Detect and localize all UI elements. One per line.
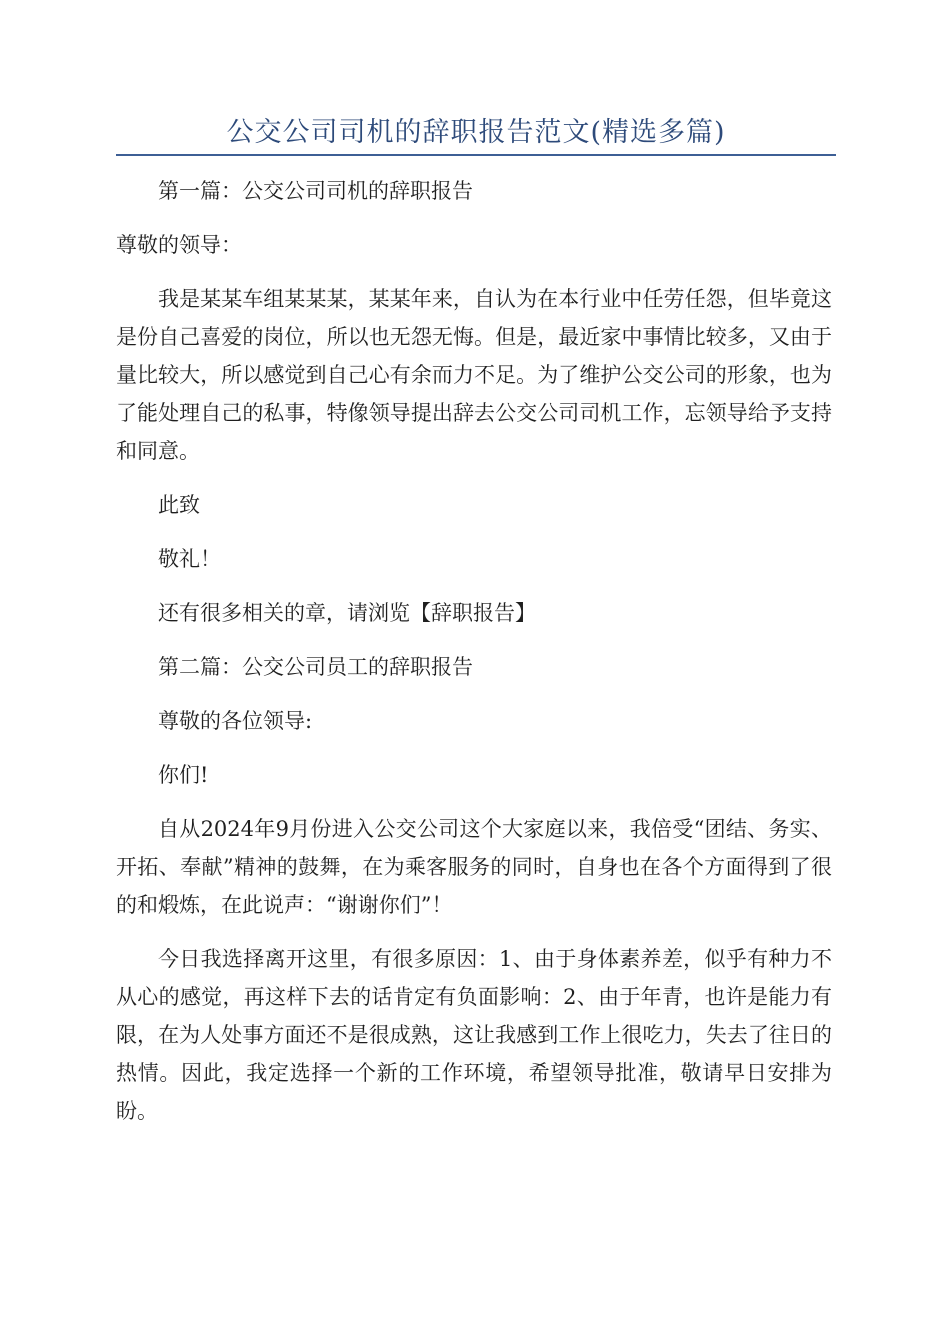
title-underline [116, 154, 836, 156]
paragraph-heading-1: 第一篇：公交公司司机的辞职报告 [158, 179, 473, 203]
paragraph-greeting-2: 你们! [158, 763, 209, 787]
paragraph-closing-1: 此致 [158, 493, 200, 517]
paragraph-body-1: 我是某某车组某某某，某某年来，自认为在本行业中任劳任怨，但毕竟这是份自己喜爱的岗位，所以也无怨无悔。但是，最近家中事情比较多，又由于量比较大，所以感觉到自己心有余而力不足。为了维护公交公司的形象，也为了能处理自己的私事，特像领导提出辞去公交公司司机工作，忘领导给予支持和同意。 [116, 287, 832, 463]
paragraph-related-link: 还有很多相关的章，请浏览【辞职报告】 [158, 601, 536, 625]
paragraph-body-3: 今日我选择离开这里，有很多原因：1、由于身体素养差，似乎有种力不从心的感觉，再这样下去的话肯定有负面影响：2、由于年青，也许是能力有限，在为人处事方面还不是很成熟，这让我感到工作上很吃力，失去了往日的热情。因此，我定选择一个新的工作环境，希望领导批准，敬请早日安排为盼。 [116, 947, 832, 1123]
paragraph-body-2: 自从2024年9月份进入公交公司这个大家庭以来，我倍受“团结、务实、开拓、奉献”精神的鼓舞，在为乘客服务的同时，自身也在各个方面得到了很的和煅炼，在此说声：“谢谢你们”！ [116, 817, 832, 917]
paragraph-salutation-2: 尊敬的各位领导: [158, 709, 313, 733]
paragraph-heading-2: 第二篇：公交公司员工的辞职报告 [158, 655, 473, 679]
paragraph-closing-2: 敬礼！ [158, 547, 221, 571]
document-title: 公交公司司机的辞职报告范文(精选多篇) [226, 117, 726, 148]
document-body [116, 172, 832, 1146]
paragraph-salutation-1: 尊敬的领导： [116, 233, 242, 257]
